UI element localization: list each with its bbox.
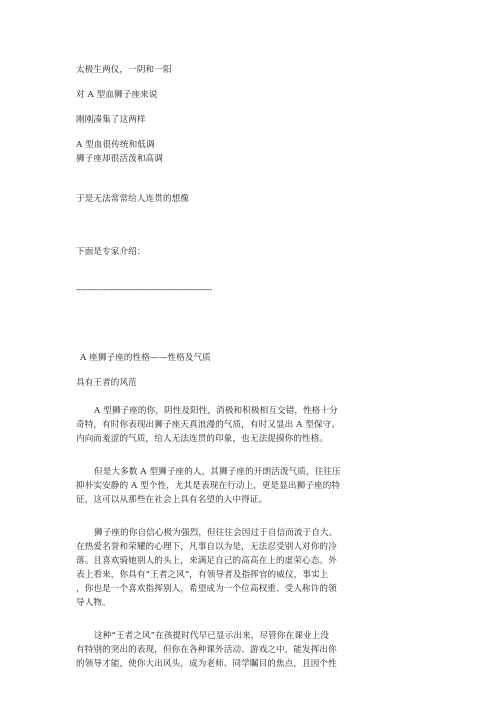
para-2-line-3: 征，这可以从那些在社会上具有名望的人中得证。 <box>76 495 268 505</box>
section-subtitle: 具有王者的风范 <box>76 378 137 388</box>
para-3-line-4: 表上看来，你具有“王者之风”，有领导者及指挥官的威仪，事实上 <box>76 570 329 580</box>
para-3-line-6: 导人物。 <box>76 598 111 608</box>
intro-line-5: 狮子座却很活泼和高调 <box>76 154 163 164</box>
intro-line-4: A 型血很传统和低调 <box>76 140 155 150</box>
para-1-line-1: A 型狮子座的你，阴性及阳性，消极和积极相互交错，性格十分 <box>94 406 338 416</box>
para-2-line-1: 但是大多数 A 型狮子座的人，其狮子座的开朗活泼气质，往往压 <box>94 467 341 477</box>
para-4-line-3: 的领导才能，使你大出风头，成为老师、同学瞩目的焦点，且因个性 <box>76 659 337 669</box>
intro-line-1: 太极生两仪，一阴和一阳 <box>76 65 172 75</box>
intro-line-3: 刚刚凑集了这两样 <box>76 115 146 125</box>
para-3-line-3: 落。且喜欢骑她别人的头上，来满足自己的高高在上的虚荣心态。外 <box>76 556 337 566</box>
intro-line-2: 对 A 型血狮子座来说 <box>76 90 158 100</box>
para-4-line-2: 有特别的突出的表现，但你在各种课外活动、游戏之中，能发挥出你 <box>76 645 337 655</box>
para-3-line-1: 狮子座的你自信心极为强烈，但往往会因过于自信而流于自大。 <box>94 528 338 538</box>
intro-line-7: 下面是专家介绍： <box>76 247 146 257</box>
para-1-line-3: 内向而羞涩的气质，给人无法连贯的印象，也无法捉摸你的性格。 <box>76 434 329 444</box>
para-3-line-5: ，你也是一个喜欢指挥别人，希望成为一个位高权重、受人称许的领 <box>76 584 337 594</box>
para-4-line-1: 这种“王者之风”在孩提时代早已显示出来，尽管你在课业上没 <box>94 631 330 641</box>
para-1-line-2: 奇特，有时你表现出狮子座天真浪漫的气质，有时又显出 A 型保守、 <box>76 420 341 430</box>
divider-line: ----------------------------------------------------------- <box>76 285 212 294</box>
intro-line-6: 于是无法常常给人连贯的想像 <box>76 194 190 204</box>
para-3-line-2: 在热爱名誉和荣耀的心理下，凡事自以为是，无法忍受别人对你的冷 <box>76 542 337 552</box>
para-2-line-2: 抑朴实安静的 A 型个性，尤其是表现在行动上，更是显出狮子座的特 <box>76 481 341 491</box>
section-title: A 座狮子座的性格——性格及气质 <box>80 353 211 363</box>
